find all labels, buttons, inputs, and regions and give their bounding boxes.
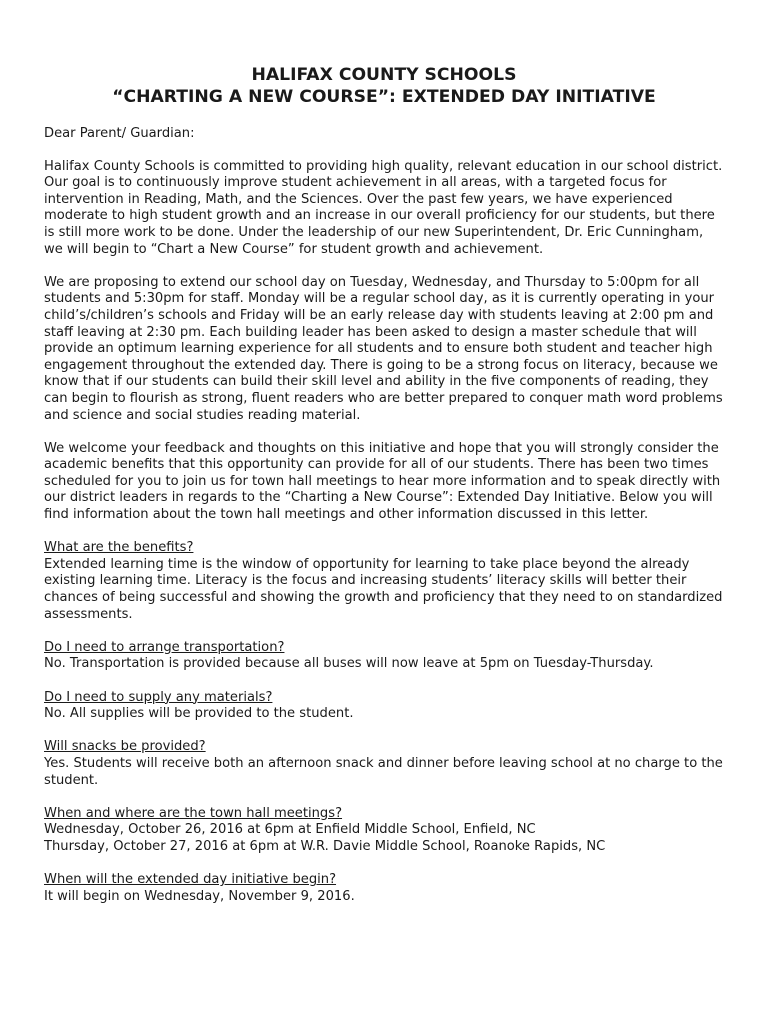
faq-question: What are the benefits?: [44, 540, 194, 556]
faq-answer-second: Thursday, October 27, 2016 at 6pm at W.R. Davie Middle School, Roanoke Rapids, NC: [44, 838, 606, 854]
faq-question: When and where are the town hall meetings?: [44, 805, 343, 821]
faq-town-hall: [44, 806, 724, 856]
faq-answer: It will begin on Wednesday, November 9, 2016.: [44, 888, 355, 904]
intro-paragraph: Halifax County Schools is committed to providing high quality, relevant education in our school district. Our goal is to continuously improve student achievement in all areas, with a targeted focus for intervention in Reading, Math, and the Sciences. Over the past few years, we have experienced moderate to high student growth and an increase in our overall proficiency for our students, but there is still more work to be done. Under the leadership of our new Superintendent, Dr. Eric Cunningham, we will begin to “Chart a New Course” for student growth and achievement.: [44, 158, 723, 257]
letter-header: [44, 64, 724, 108]
faq-question: Will snacks be provided?: [44, 739, 206, 755]
faq-answer: No. All supplies will be provided to the student.: [44, 706, 354, 722]
faq-answer: Wednesday, October 26, 2016 at 6pm at Enfield Middle School, Enfield, NC: [44, 822, 536, 838]
faq-question: Do I need to supply any materials?: [44, 689, 273, 705]
faq-answer: Yes. Students will receive both an afternoon snack and dinner before leaving school at no charge to the student.: [44, 755, 723, 788]
faq-snacks: [44, 739, 724, 789]
faq-benefits: [44, 540, 724, 623]
faq-answer: Extended learning time is the window of opportunity for learning to take place beyond the already existing learning time. Literacy is the focus and increasing students’ literacy skills will better their chances of being successful and showing the growth and proficiency that they need to on standardized assessments.: [44, 556, 723, 622]
feedback-paragraph: We welcome your feedback and thoughts on this initiative and hope that you will strongly consider the academic benefits that this opportunity can provide for all of our students. There has been two times scheduled for you to join us for town hall meetings to hear more information and to speak directly with our district leaders in regards to the “Charting a New Course”: Extended Day Initiative. Below you will find information about the town hall meetings and other information discussed in this letter.: [44, 440, 721, 523]
faq-start-date: [44, 872, 724, 905]
district-title: HALIFAX COUNTY SCHOOLS: [251, 65, 517, 85]
faq-question: When will the extended day initiative begin?: [44, 872, 337, 888]
salutation: Dear Parent/ Guardian:: [44, 126, 195, 141]
faq-answer: No. Transportation is provided because all buses will now leave at 5pm on Tuesday-Thursday.: [44, 656, 654, 672]
proposal-paragraph: We are proposing to extend our school day on Tuesday, Wednesday, and Thursday to 5:00pm for all students and 5:30pm for staff. Monday will be a regular school day, as it is currently operating in your child’s/children’s schools and Friday will be an early release day with students leaving at 2:00 pm and staff leaving at 2:30 pm. Each building leader has been asked to design a master schedule that will provide an optimum learning experience for all students and to ensure both student and teacher high engagement throughout the extended day. There is going to be a strong focus on literacy, because we know that if our students can build their skill level and ability in the five components of reading, they can begin to flourish as strong, fluent readers who are better prepared to conquer math word problems and science and social studies reading material.: [44, 274, 723, 423]
letter-page: [44, 64, 724, 922]
faq-transportation: [44, 640, 724, 673]
faq-question: Do I need to arrange transportation?: [44, 639, 285, 655]
faq-materials: [44, 690, 724, 723]
initiative-title: “CHARTING A NEW COURSE”: EXTENDED DAY INITIATIVE: [112, 87, 656, 107]
